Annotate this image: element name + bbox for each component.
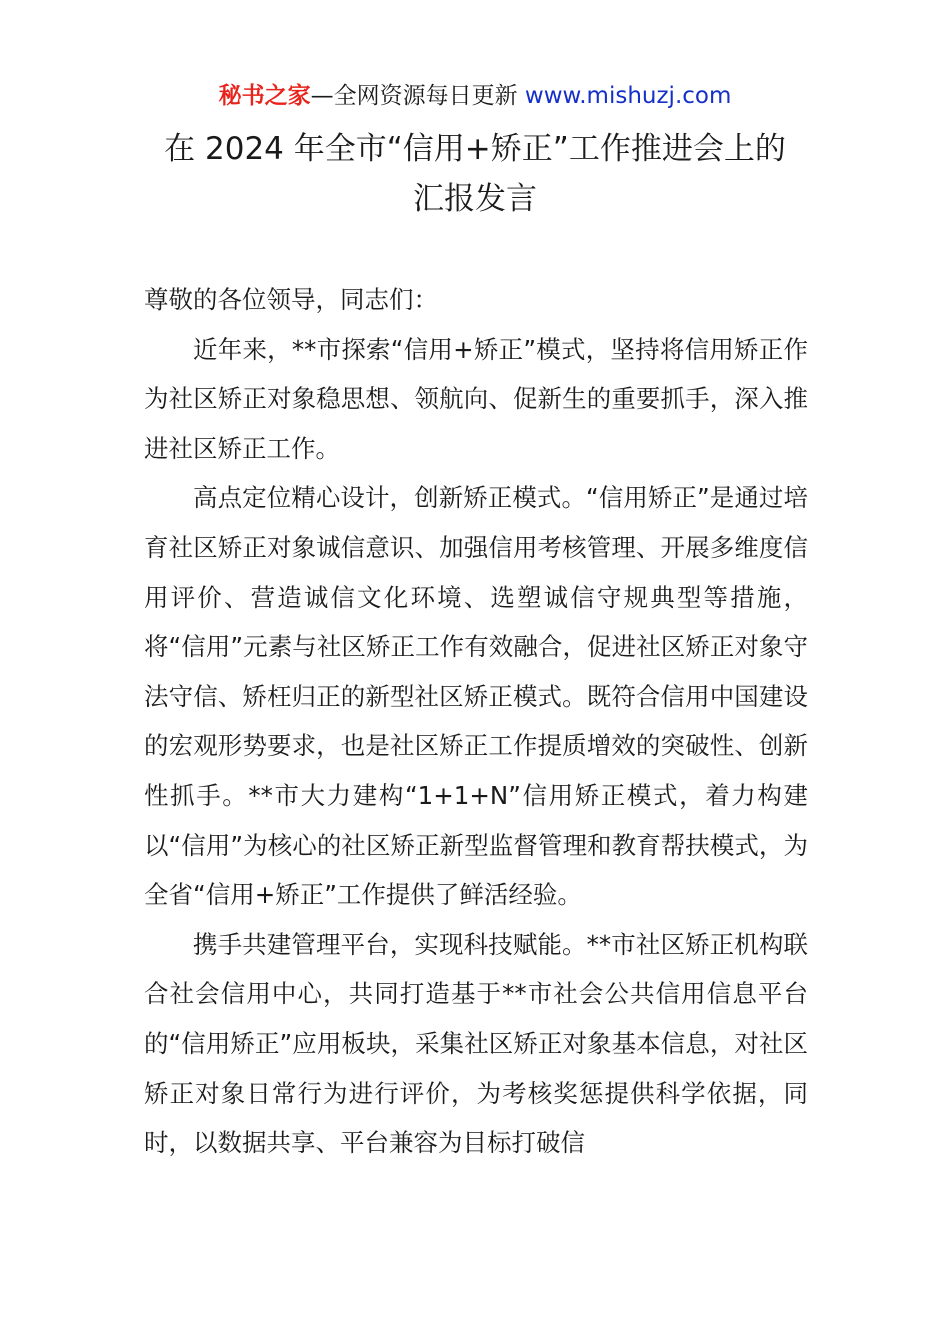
document-body <box>144 275 808 1168</box>
site-header <box>0 80 950 112</box>
site-brand: 秘书之家 <box>218 83 311 109</box>
document-title <box>0 124 950 224</box>
paragraph-2: 高点定位精心设计，创新矫正模式。“信用矫正”是通过培育社区矫正对象诚信意识、加强信用考核管理、开展多维度信用评价、营造诚信文化环境、选塑诚信守规典型等措施，将“信用”元素与社区矫正工作有效融合，促进社区矫正对象守法守信、矫枉归正的新型社区矫正模式。既符合信用中国建设的宏观形势要求，也是社区矫正工作提质增效的突破性、创新性抓手。**市大力建构“1+1+N”信用矫正模式，着力构建以“信用”为核心的社区矫正新型监督管理和教育帮扶模式，为全省“信用+矫正”工作提供了鲜活经验。 <box>144 483 808 910</box>
site-tagline: —全网资源每日更新 <box>310 83 525 109</box>
salutation: 尊敬的各位领导，同志们： <box>144 285 438 314</box>
site-url[interactable]: www.mishuzj.com <box>524 83 732 109</box>
title-line-2: 汇报发言 <box>413 181 537 217</box>
paragraph-3: 携手共建管理平台，实现科技赋能。**市社区矫正机构联合社会信用中心，共同打造基于**市社会公共信用信息平台的“信用矫正”应用板块，采集社区矫正对象基本信息，对社区矫正对象日常行为进行评价，为考核奖惩提供科学依据，同时，以数据共享、平台兼容为目标打破信 <box>144 929 808 1158</box>
paragraph-1: 近年来，**市探索“信用+矫正”模式，坚持将信用矫正作为社区矫正对象稳思想、领航向、促新生的重要抓手，深入推进社区矫正工作。 <box>144 334 808 463</box>
title-line-1: 在 2024 年全市“信用+矫正”工作推进会上的 <box>164 131 786 167</box>
